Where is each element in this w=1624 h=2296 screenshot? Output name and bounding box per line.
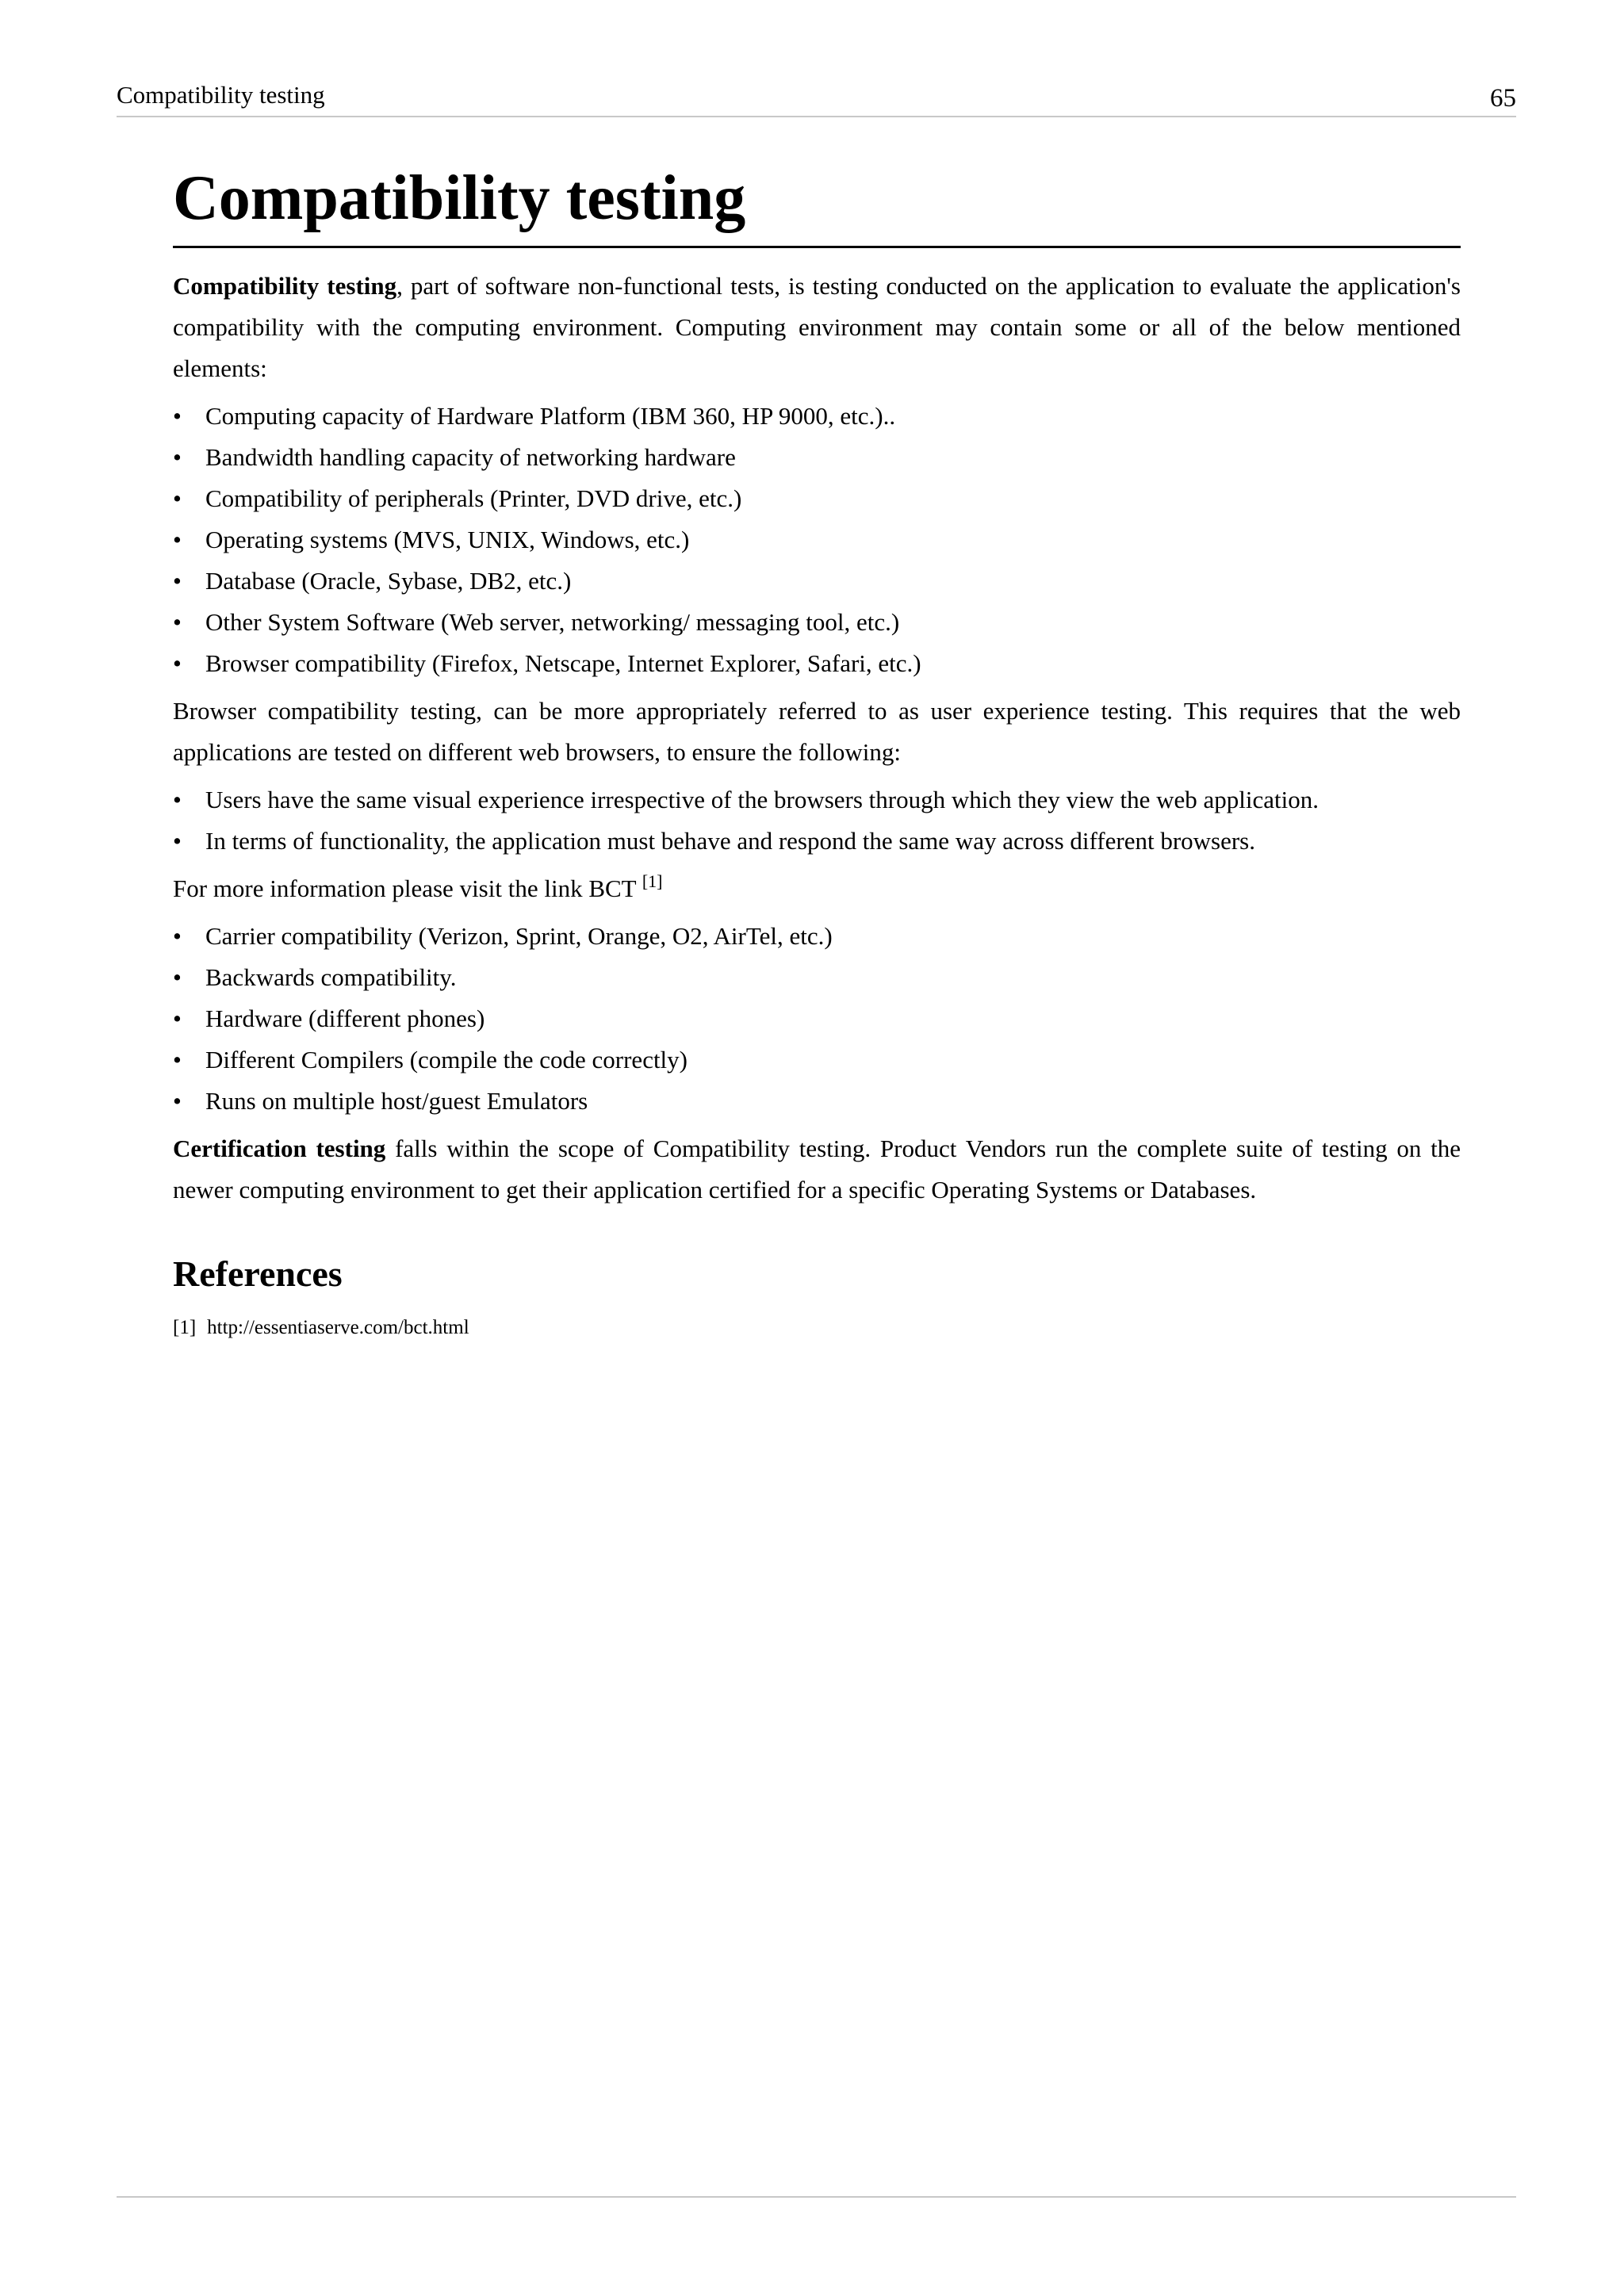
list-item: • Computing capacity of Hardware Platform (IBM 360, HP 9000, etc.).. [173, 396, 1461, 437]
certification-bold-term: Certification testing [173, 1135, 386, 1162]
article-body [173, 157, 1461, 1342]
more-info-paragraph [173, 868, 1461, 909]
browser-paragraph: Browser compatibility testing, can be more appropriately referred to as user experience testing. This requires that the web applications are tested on different web browsers, to ensure the following: [173, 697, 1461, 766]
list-item: • Compatibility of peripherals (Printer, DVD drive, etc.) [173, 478, 1461, 519]
list-item: • Different Compilers (compile the code correctly) [173, 1039, 1461, 1081]
running-header-title: Compatibility testing [117, 81, 325, 109]
list-item: • Hardware (different phones) [173, 998, 1461, 1039]
page-title: Compatibility testing [173, 157, 1461, 248]
certification-text: falls within the scope of Compatibility testing. Product Vendors run the complete suite of testing on the newer computing environment to get their application certified for a specific Operating Systems or Databases. [173, 1135, 1461, 1203]
reference-item [173, 1314, 1461, 1342]
list-item: • Operating systems (MVS, UNIX, Windows, etc.) [173, 519, 1461, 561]
references-list [173, 1314, 1461, 1342]
other-list [173, 916, 1461, 1122]
environment-list [173, 396, 1461, 684]
running-header [117, 78, 1516, 117]
list-item: • Database (Oracle, Sybase, DB2, etc.) [173, 561, 1461, 602]
page-number: 65 [1490, 84, 1516, 113]
list-item: • Backwards compatibility. [173, 957, 1461, 998]
citation-link[interactable]: [1] [642, 871, 663, 891]
intro-text: , part of software non-functional tests, is testing conducted on the application to evaluate the application's compatibility with the computing environment. Computing environment may contain some or all of the below mentioned elements: [173, 272, 1461, 382]
list-item: • Other System Software (Web server, networking/ messaging tool, etc.) [173, 602, 1461, 643]
list-item: • Runs on multiple host/guest Emulators [173, 1081, 1461, 1122]
browser-list [173, 779, 1461, 862]
footer-rule [117, 2196, 1516, 2198]
reference-marker: [1] [173, 1317, 197, 1338]
intro-bold-term: Compatibility testing [173, 272, 397, 300]
certification-paragraph [173, 1128, 1461, 1211]
list-item: • Carrier compatibility (Verizon, Sprint, Orange, O2, AirTel, etc.) [173, 916, 1461, 957]
list-item: • Browser compatibility (Firefox, Netscape, Internet Explorer, Safari, etc.) [173, 643, 1461, 684]
list-item: • Users have the same visual experience irrespective of the browsers through which they view the web application. [173, 779, 1461, 821]
references-heading: References [173, 1253, 343, 1294]
list-item: • Bandwidth handling capacity of networking hardware [173, 437, 1461, 478]
reference-link[interactable]: http://essentiaserve.com/bct.html [207, 1317, 469, 1338]
list-item: • In terms of functionality, the application must behave and respond the same way across different browsers. [173, 821, 1461, 862]
more-info-text: For more information please visit the link BCT [173, 874, 642, 902]
intro-paragraph [173, 266, 1461, 389]
